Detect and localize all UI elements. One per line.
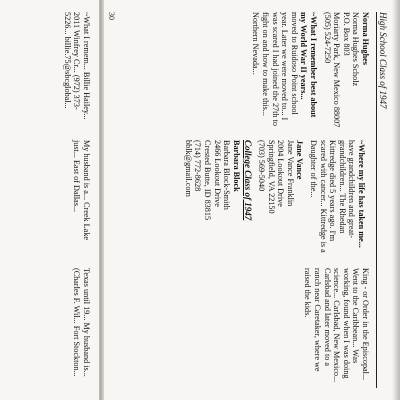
address-line: (703) 569-5040 — [257, 140, 267, 192]
column-3 — [303, 268, 370, 386]
entry-address — [256, 140, 294, 258]
address-line: Crested Butte, ID 83815 — [203, 140, 213, 221]
right-column-2: My husband is a... Creek Lake just... East of Dallas... — [72, 140, 91, 241]
address-line: (505) 524-7250 — [322, 12, 332, 64]
address-line: Moriarty Park, New Mexico 88007 — [332, 12, 342, 128]
edge-shadow — [392, 0, 400, 400]
body-text: King - or Order in the Episcopal... Went to the Caribbean... Was working, found when I was doing science... Carlsbad, New Mexico... Carlsbad and later moved to a ranch near Caretaker, where we raised the kids. — [303, 268, 370, 383]
column-1 — [251, 12, 370, 130]
section-heading: College Class of 1947 — [243, 140, 254, 221]
entry-name: Barbara Block — [231, 140, 241, 192]
address-line: (714) 772-8628 — [193, 140, 203, 192]
right-column-1: ~What I remem... Billie Hailey... 2011 Winfrey Cr... (972) 373-5226... billie.75@sbcglobal... — [62, 12, 91, 120]
right-column-3: Texas until 19... My husband is... (Charles F. Wil... Fort Stockton... — [72, 268, 91, 377]
address-line: Norma Hughes Scholz — [351, 12, 361, 87]
address-line: bblk@gmail.com — [183, 140, 193, 197]
body-text: have grandchildren and great-grandchildren... The Rhedan Kittredge died 5 years ago. I'm scared with cancer... Kittredge is a Daughter of the... — [309, 140, 357, 253]
address-line: P.O. Box 803 — [341, 12, 351, 56]
address-line: Springfield, VA 22150 — [266, 140, 276, 214]
address-line: 2004 Lookout Drive — [276, 140, 286, 207]
address-line: Jane Vance Franklin — [285, 140, 295, 207]
body-text: moved to Ruidoso Point school year. Later we were moved to... I was scared I had joined the 27th to fight on and how to make this... Northern Nevada... — [251, 12, 299, 126]
address-line: 2466 Lookout Drive — [212, 140, 222, 207]
question-heading: ~Where my life has taken me... — [357, 140, 366, 248]
entry-name: Jane Vance — [295, 140, 305, 180]
address-line: Barbara Block-Smith — [222, 140, 232, 210]
left-page — [100, 0, 400, 400]
question-heading: ~What I remember best about my World War II years... — [299, 12, 319, 118]
entry-name: Norma Hughes — [361, 12, 370, 65]
entry-address — [322, 12, 360, 130]
page-number: 30 — [107, 12, 116, 20]
right-page — [0, 0, 100, 400]
column-2 — [183, 140, 370, 258]
page-header: High School Class of 1947 — [376, 12, 388, 388]
entry-address — [183, 140, 231, 258]
